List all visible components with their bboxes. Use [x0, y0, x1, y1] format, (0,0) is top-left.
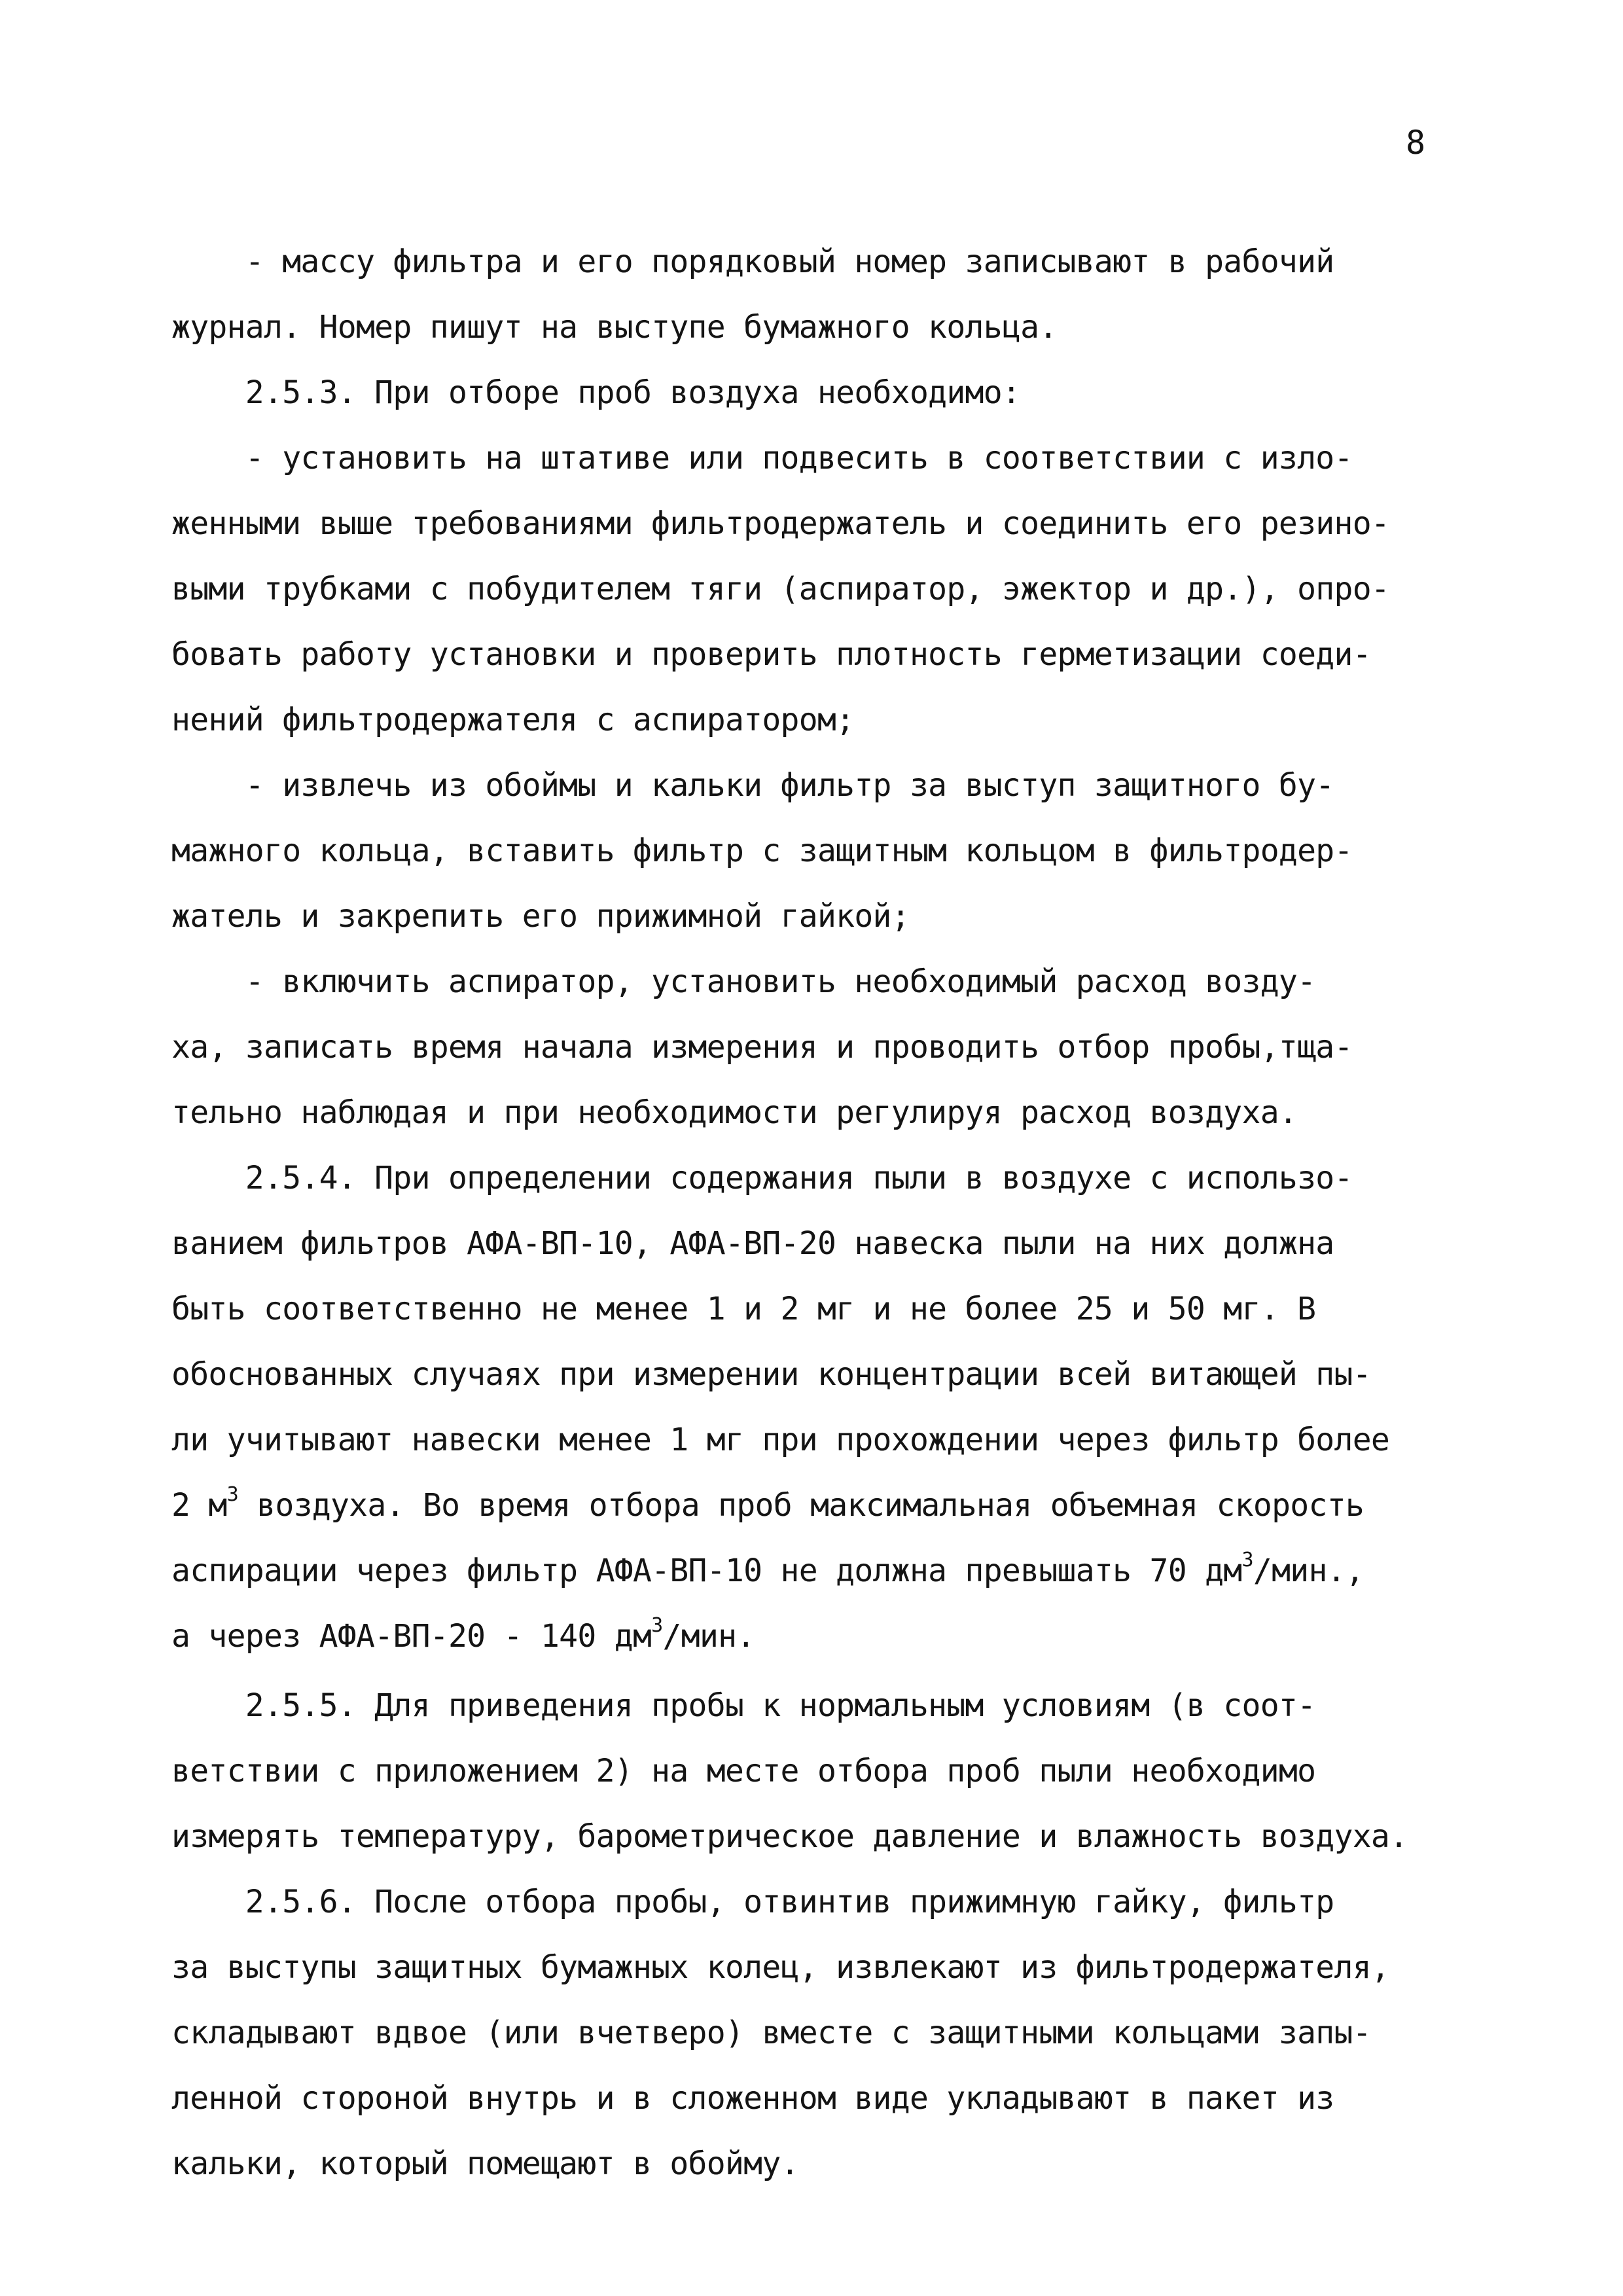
line-segment: аспирации через фильтр АФА-ВП-10 не должна превышать 70 дм	[171, 1552, 1242, 1589]
text-line: за выступы защитных бумажных колец, извлекают из фильтродержателя,	[171, 1949, 1390, 1986]
superscript: 3	[651, 1614, 663, 1637]
text-line: ха, записать время начала измерения и проводить отбор пробы,тща-	[171, 1029, 1353, 1066]
text-line: - массу фильтра и его порядковый номер записывают в рабочий	[171, 243, 1334, 280]
line-segment: а через АФА-ВП-20 - 140 дм	[171, 1618, 652, 1655]
text-line: 2.5.6. После отбора пробы, отвинтив прижимную гайку, фильтр	[171, 1884, 1334, 1920]
text-line: мажного кольца, вставить фильтр с защитным кольцом в фильтродер-	[171, 833, 1353, 869]
text-line: кальки, который помещают в обойму.	[171, 2145, 799, 2182]
text-line: - извлечь из обоймы и кальки фильтр за выступ защитного бу-	[171, 767, 1334, 804]
body-text	[171, 229, 1493, 2197]
line-segment: /мин.	[662, 1618, 755, 1655]
line-segment: /мин.,	[1253, 1552, 1364, 1589]
text-line: журнал. Номер пишут на выступе бумажного кольца.	[171, 309, 1058, 346]
text-line: ванием фильтров АФА-ВП-10, АФА-ВП-20 навеска пыли на них должна	[171, 1225, 1334, 1262]
text-line: женными выше требованиями фильтродержатель и соединить его резино-	[171, 505, 1390, 542]
line-segment: 2 м	[171, 1487, 227, 1524]
text-line-with-superscript	[171, 1473, 1493, 1538]
text-line: выми трубками с побудителем тяги (аспиратор, эжектор и др.), опро-	[171, 571, 1390, 607]
text-line: - включить аспиратор, установить необходимый расход возду-	[171, 963, 1316, 1000]
text-line: бовать работу установки и проверить плотность герметизации соеди-	[171, 636, 1371, 673]
text-line: нений фильтродержателя с аспиратором;	[171, 702, 855, 738]
text-line: ли учитывают навески менее 1 мг при прохождении через фильтр более	[171, 1422, 1390, 1458]
text-line: 2.5.5. Для приведения пробы к нормальным условиям (в соот-	[171, 1687, 1316, 1724]
text-line: жатель и закрепить его прижимной гайкой;	[171, 898, 910, 935]
text-line: ленной стороной внутрь и в сложенном виде укладывают в пакет из	[171, 2080, 1334, 2117]
text-line-with-superscript	[171, 1538, 1493, 1604]
superscript: 3	[226, 1483, 238, 1506]
superscript: 3	[1241, 1549, 1253, 1571]
text-line: обоснованных случаях при измерении концентрации всей витающей пы-	[171, 1356, 1371, 1393]
text-line: быть соответственно не менее 1 и 2 мг и не более 25 и 50 мг. В	[171, 1291, 1316, 1327]
text-line-with-superscript	[171, 1604, 1493, 1669]
line-segment: воздуха. Во время отбора проб максимальная объемная скорость	[238, 1487, 1364, 1524]
page-number: 8	[1406, 124, 1426, 162]
text-line: тельно наблюдая и при необходимости регулируя расход воздуха.	[171, 1094, 1298, 1131]
text-line: 2.5.4. При определении содержания пыли в воздухе с использо-	[171, 1160, 1353, 1196]
text-line: измерять температуру, барометрическое давление и влажность воздуха.	[171, 1818, 1408, 1855]
text-line: 2.5.3. При отборе проб воздуха необходимо:	[171, 374, 1021, 411]
text-line: - установить на штативе или подвесить в соответствии с изло-	[171, 440, 1353, 476]
text-line: ветствии с приложением 2) на месте отбора проб пыли необходимо	[171, 1753, 1316, 1789]
text-line: складывают вдвое (или вчетверо) вместе с защитными кольцами запы-	[171, 2015, 1371, 2051]
